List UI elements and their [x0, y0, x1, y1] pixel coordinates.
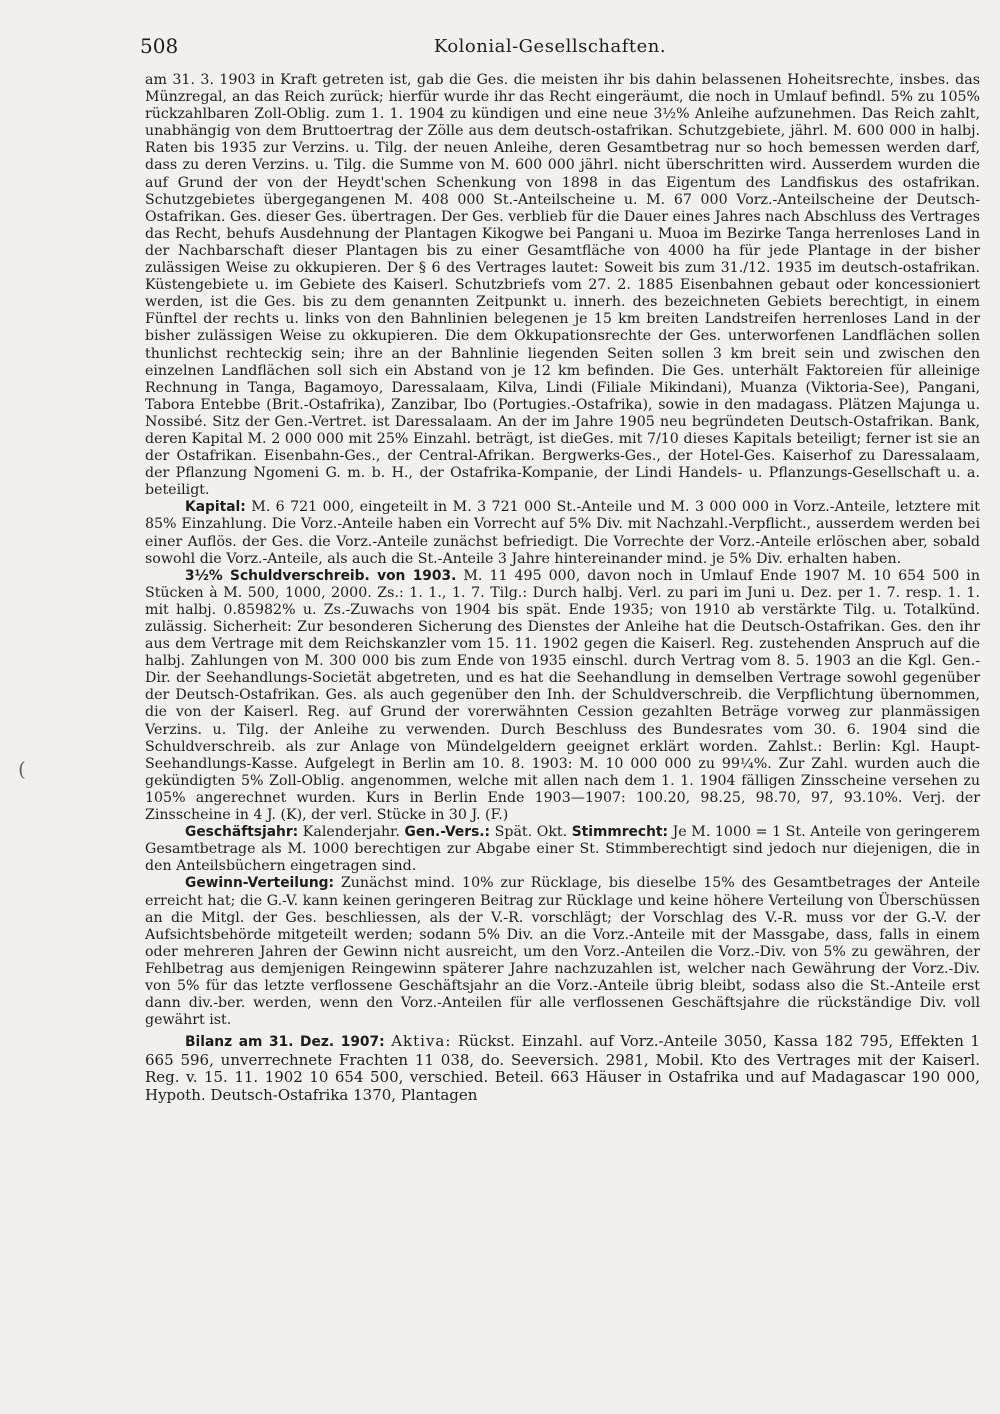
paragraph-intro: am 31. 3. 1903 in Kraft getreten ist, gab die Ges. die meisten ihr bis dahin belassenen Hoheitsrechte, insbes. das Münzregal, an das Reich zurück; hierfür wurde ihr das Recht eingeräumt, die noch in Umlauf befindl. 5% zu 105% rückzahlbaren Zoll-Oblig. zum 1. 1. 1904 zu kündigen und eine neue 3½% Anleihe aufzunehmen. Das Reich zahlt, unabhängig von dem Bruttoertrag der Zölle aus dem deutsch-ostafrikan. Schutzgebiete, jährl. M. 600 000 in halbj. Raten bis 1935 zur Verzins. u. Tilg. der neuen Anleihe, deren Gesamtbetrag nur so hoch bemessen werden darf, dass zu deren Verzins. u. Tilg. die Summe von M. 600 000 jährl. nicht überschritten wird. Ausserdem wurden die auf Grund der von der Heydt'schen Schenkung von 1898 in das Eigentum des Landfiskus des ostafrikan. Schutzgebietes übergegangenen M. 408 000 St.-Anteilscheine u. M. 67 000 Vorz.-Anteilscheine der Deutsch-Ostafrikan. Ges. dieser Ges. übertragen. Der Ges. verblieb für die Dauer eines Jahres nach Abschluss des Vertrages das Recht, behufs Ausdehnung der Plantagen Kikogwe bei Pangani u. Muoa im Bezirke Tanga herrenloses Land in der Nachbarschaft dieser Plantagen bis zu einer Gesamtfläche von 4000 ha für jede Plantage in der bisher zulässigen Weise zu okkupieren. Der § 6 des Vertrages lautet: Soweit bis zum 31./12. 1935 im deutsch-ostafrikan. Küstengebiete u. im Gebiete des Kaiserl. Schutzbriefs vom 27. 2. 1885 Eisenbahnen gebaut oder koncessioniert werden, ist die Ges. bis zu dem genannten Zeitpunkt u. innerh. des bezeichneten Gebiets berechtigt, in einem Fünftel der rechts u. links von den Bahnlinien belegenen je 15 km breiten Landstreifen herrenloses Land in der bisher zulässigen Weise zu okkupieren. Die dem Okkupationsrechte der Ges. unterworfenen Landflächen sollen thunlichst rechteckig sein; ihre an der Bahnlinie liegenden Seiten sollen 3 km breit sein und zwischen den einzelnen Landflächen soll sich ein Abstand von je 12 km befinden. Die Ges. unterhält Faktoreien für alleinige Rechnung in Tanga, Bagamoyo, Daressalaam, Kilva, Lindi (Filiale Mikindani), Muanza (Viktoria-See), Pangani, Tabora Entebbe (Brit.-Ostafrika), Zanzibar, Ibo (Portugies.-Ostafrika), sowie in den madagass. Plätzen Majunga u. Nossibé. Sitz der Gen.-Vertret. ist Daressalaam. An der im Jahre 1905 neu begründeten Deutsch-Ostafrikan. Bank, deren Kapital M. 2 000 000 mit 25% Einzahl. beträgt, ist dieGes. mit 7/10 dieses Kapitals beteiligt; ferner ist sie an der Ostafrikan. Eisenbahn-Ges., der Central-Afrikan. Bergwerks-Ges., der Hotel-Ges. Kaiserhof zu Daressalaam, der Pflanzung Ngomeni G. m. b. H., der Ostafrika-Kompanie, der Lindi Handels- u. Pflanzungs-Gesellschaft u. a. beteiligt.: [145, 72, 980, 499]
geschaeftsjahr-heading: Geschäftsjahr:: [185, 824, 299, 841]
paragraph-bilanz: [145, 1033, 980, 1104]
paragraph-kapital: [145, 499, 980, 567]
kapital-text: M. 6 721 000, eingeteilt in M. 3 721 000 St.-Anteile und M. 3 000 000 in Vorz.-Anteile, letztere mit 85% Einzahlung. Die Vorz.-Anteile haben ein Vorrecht auf 5% Div. mit Nachzahl.-Verpflicht., ausserdem werden bei einer Auflös. der Ges. die Vorz.-Anteile zunächst befriedigt. Die Vorrechte der Vorz.-Anteile erlöschen aber, sobald sowohl die Vorz.-Anteile, als auch die St.-Anteile 3 Jahre hintereinander mind. je 5% Div. erhalten haben.: [145, 499, 980, 567]
paragraph-geschaeftsjahr: [145, 824, 980, 875]
genvers-text: Spät. Okt.: [494, 824, 568, 841]
margin-mark: (: [18, 757, 26, 781]
bilanz-text: Rückst. Einzahl. auf Vorz.-Anteile 3050, Kassa 182 795, Effekten 1 665 596, unverrechnete Frachten 11 038, do. Seeversich. 2981, Mobil. Kto des Vertrages mit der Kaiserl. Reg. v. 15. 11. 1902 10 654 500, verschied. Beteil. 663 Häuser in Ostafrika und auf Madagascar 190 000, Hypoth. Deutsch-Ostafrika 1370, Plantagen: [145, 1032, 980, 1104]
page-number: 508: [140, 34, 179, 58]
running-head: Kolonial-Gesellschaften.: [433, 36, 667, 57]
paragraph-schuldverschreibung: [145, 568, 980, 824]
geschaeftsjahr-text: Kalenderjahr.: [302, 824, 400, 841]
paragraph-gewinn-verteilung: [145, 875, 980, 1029]
gewinn-heading: Gewinn-Verteilung:: [185, 875, 335, 892]
stimmrecht-heading: Stimmrecht:: [571, 824, 669, 841]
bilanz-heading: Bilanz am 31. Dez. 1907:: [185, 1034, 385, 1051]
page-header: [140, 34, 960, 60]
kapital-heading: Kapital:: [185, 499, 246, 516]
schuld-heading: 3½% Schuldverschreib. von 1903.: [185, 567, 457, 584]
gewinn-text: Zunächst mind. 10% zur Rücklage, bis dieselbe 15% des Gesamtbetrages der Anteile erreicht hat; die G.-V. kann keinen geringeren Beitrag zur Rücklage und keine höhere Verteilung von Überschüssen an die Mitgl. der Ges. beschliessen, als der V.-R. vorschlägt; der Vorschlag des V.-R. muss vor der G.-V. der Aufsichtsbehörde mitgeteilt werden; sodann 5% Div. an die Vorz.-Anteile mit der Massgabe, dass, falls in einem oder mehreren Jahren der Gewinn nicht ausreicht, um den Vorz.-Anteilen die Vorz.-Div. von 5% zu gewähren, der Fehlbetrag aus demjenigen Reingewinn späterer Jahre nachzuzahlen ist, welcher nach Gewährung der Vorz.-Div. von 5% für das letzte verflossene Geschäftsjahr an die Vorz.-Anteile übrig bleibt, sodass also die St.-Anteile erst dann div.-ber. werden, wenn den Vorz.-Anteilen für alle verflossenen Geschäftsjahre die rückständige Div. voll gewährt ist.: [145, 875, 980, 1029]
schuld-text: M. 11 495 000, davon noch in Umlauf Ende 1907 M. 10 654 500 in Stücken à M. 500, 1000, 2000. Zs.: 1. 1., 1. 7. Tilg.: Durch halbj. Verl. zu pari im Juni u. Dez. per 1. 7. resp. 1. 1. mit halbj. 0.85982% u. Zs.-Zuwachs von 1904 bis spät. Ende 1935; von 1910 ab verstärkte Tilg. u. Totalkünd. zulässig. Sicherheit: Zur besonderen Sicherung des Dienstes der Anleihe hat die Deutsch-Ostafrikan. Ges. den ihr aus dem Vertrage mit dem Reichskanzler vom 15. 11. 1902 gegen die Kaiserl. Reg. zustehenden Anspruch auf die halbj. Zahlungen von M. 300 000 bis zum Ende von 1935 einschl. durch Vertrag vom 8. 5. 1903 an die Kgl. Gen.-Dir. der Seehandlungs-Societät abgetreten, und es hat die Seehandlung in demselben Vertrage sowohl gegenüber der Deutsch-Ostafrikan. Ges. als auch gegenüber den Inh. der Schuldverschreib. die Verpflichtung übernommen, die von der Kaiserl. Reg. auf Grund der vorerwähnten Cession gezahlten Beträge vorweg zur planmässigen Verzins. u. Tilg. der Anleihe zu verwenden. Durch Beschluss des Bundesrates vom 30. 6. 1904 sind die Schuldverschreib. als zur Anlage von Mündelgeldern geeignet erklärt worden. Zahlst.: Berlin: Kgl. Haupt-Seehandlungs-Kasse. Aufgelegt in Berlin am 10. 8. 1903: M. 10 000 000 zu 99¼%. Zur Zahl. wurden auch die gekündigten 5% Zoll-Oblig. angenommen, welche mit allen nach dem 1. 1. 1904 fälligen Zinsscheine versehen zu 105% angerechnet wurden. Kurs in Berlin Ende 1903—1907: 100.20, 98.25, 98.70, 97, 93.10%. Verj. der Zinsscheine in 4 J. (K), der verl. Stücke in 30 J. (F.): [145, 567, 980, 824]
stimmrecht-text: Je M. 1000 = 1 St. Anteile von geringerem Gesamtbetrage als M. 1000 berechtigen zur Abgabe einer St. Stimmberechtigt sind jedoch nur diejenigen, die in den Anteilsbüchern eingetragen sind.: [145, 824, 981, 875]
page-body: [145, 72, 980, 1104]
bilanz-label: Aktiva:: [391, 1032, 452, 1051]
genvers-heading: Gen.-Vers.:: [404, 824, 491, 841]
